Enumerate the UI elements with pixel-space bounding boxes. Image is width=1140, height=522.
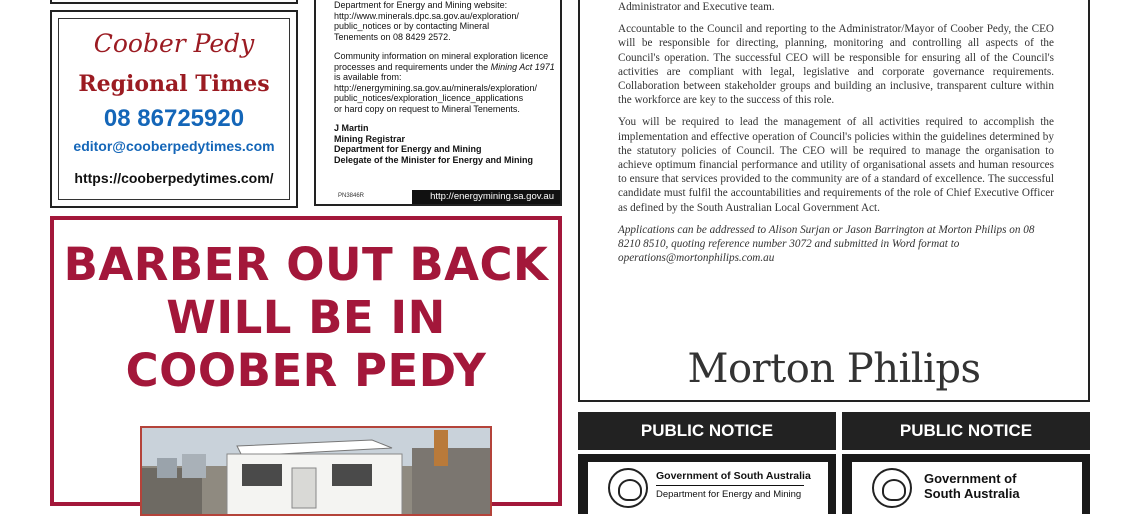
signatory-delegate: Delegate of the Minister for Energy and Mining: [334, 154, 534, 165]
footer-url: http://energymining.sa.gov.au: [412, 190, 560, 204]
text-line: public_notices/exploration_licence_applications: [334, 93, 524, 103]
morton-philips-logo: Morton Philips: [687, 346, 981, 392]
regional-times-advert-inner: [58, 18, 290, 200]
public-notice-1: [578, 412, 836, 514]
text-line: public_notices or by contacting Mineral: [334, 21, 490, 31]
ceo-top-line: Administrator and Executive team.: [618, 1, 775, 13]
mining-notice-footer: [316, 189, 560, 204]
ceo-applications: Applications can be addressed to Alison Surjan or Jason Barrington at Morton Philips on 08 8210 8510, quoting reference number 3072 and submitted in Word format to operations@mortonphilips.com.au: [618, 223, 1035, 265]
signatory-department: Department for Energy and Mining: [334, 144, 482, 154]
ceo-job-advert: [578, 0, 1090, 402]
department-name: Department for Energy and Mining: [656, 489, 802, 500]
mining-notice-signature: [334, 123, 560, 165]
government-name-line-1: Government of: [924, 471, 1017, 486]
text-line: is available from:: [334, 72, 402, 82]
ceo-paragraph-accountability: Accountable to the Council and reporting to the Administrator/Mayor of Coober Pedy, the CEO will be responsible for directing, planning, monitoring and controlling all aspects of the Council's operation. The successful CEO will be responsible for ensuring all of the Council's activities are compliant with legal, legislative and corporate governance requirements. Collaboration between stakeholder groups and building an inclusive, transparent culture within the workforce are key to the success of this role.: [618, 23, 1054, 107]
public-notice-inner: [588, 462, 828, 522]
caravan-illustration: [142, 428, 492, 516]
regional-times-advert: [50, 10, 298, 208]
public-notice-body: [578, 454, 836, 514]
website-url: https://cooberpedytimes.com/: [74, 170, 274, 186]
divider: [656, 485, 804, 486]
public-notice-body: [842, 454, 1090, 514]
mining-notice: [314, 0, 562, 206]
signatory-title: Mining Registrar: [334, 133, 406, 144]
public-notice-2: [842, 412, 1090, 514]
mining-act-title: Mining Act 1971: [490, 61, 555, 72]
headline-line-1: BARBER OUT BACK: [63, 238, 549, 291]
previous-ad-border: [50, 0, 298, 4]
government-name-line-2: South Australia: [924, 486, 1020, 501]
public-notice-inner: [852, 462, 1082, 522]
town-name: Coober Pedy: [93, 29, 255, 58]
ceo-paragraph-responsibilities: You will be required to lead the management of all activities required to accomplish the implementation and effective operation of Council's policies within the guidelines determined by the statutory policies of Council. The CEO will be required to manage the organisation to achieve optimum financial performance and utility of organisational assets and human resources to ensure that services provided to the community are of a standard of excellence. The successful candidate must fulfil the accountabilities and requirements of the role of Chief Executive Officer as defined by the South Australian Local Government Act.: [618, 116, 1054, 214]
email-address: editor@cooberpedytimes.com: [73, 138, 275, 154]
text-line: Tenements on 08 8429 2572.: [334, 31, 451, 42]
caravan-photo: [140, 426, 492, 516]
mining-notice-body: [334, 0, 560, 174]
mining-notice-para2: [334, 51, 560, 114]
mining-notice-para1: [334, 0, 560, 42]
ceo-advert-text: [618, 0, 1054, 273]
text-line: http://www.minerals.dpc.sa.gov.au/exploration/: [334, 10, 519, 21]
headline-line-2: WILL BE IN: [166, 291, 446, 344]
text-line: Department for Energy and Mining website:: [334, 0, 508, 10]
government-name: Government of South Australia: [656, 470, 811, 482]
barber-headline: [54, 238, 558, 397]
headline-line-3: COOBER PEDY: [125, 344, 487, 397]
public-notice-heading: PUBLIC NOTICE: [842, 412, 1090, 450]
barber-advert: [50, 216, 562, 506]
newspaper-name: Regional Times: [78, 71, 270, 97]
text-line: Community information on mineral exploration licence processes and requirements under the: [334, 51, 549, 72]
phone-number: 08 86725920: [103, 105, 245, 132]
text-line: http://energymining.sa.gov.au/minerals/exploration/: [334, 82, 537, 93]
sa-government-emblem-icon: [608, 468, 648, 508]
notice-code: PN3846R: [338, 192, 365, 199]
sa-government-emblem-icon: [872, 468, 912, 508]
text-line: or hard copy on request to Mineral Tenements.: [334, 103, 520, 114]
signatory-name: J Martin: [334, 123, 369, 133]
public-notice-heading: PUBLIC NOTICE: [578, 412, 836, 450]
